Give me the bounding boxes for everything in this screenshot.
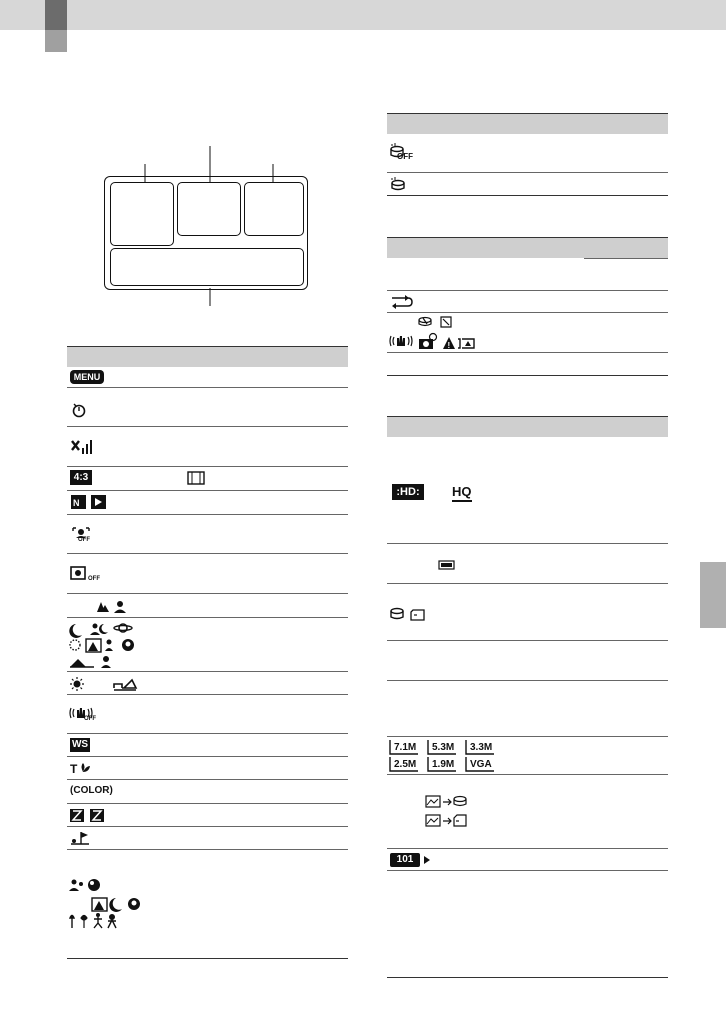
media-type-icons bbox=[389, 606, 433, 622]
intelligent-auto-icon bbox=[70, 494, 110, 510]
play-arrow-icon bbox=[423, 855, 431, 865]
size-label: 1.9M bbox=[432, 759, 455, 770]
wide-select-icon: WS bbox=[71, 739, 89, 750]
gps-signal-icon bbox=[70, 438, 94, 456]
svg-text:!: ! bbox=[447, 341, 451, 350]
scene-selection-icons bbox=[68, 621, 158, 671]
table-header bbox=[387, 113, 668, 134]
size-label: 7.1M bbox=[394, 742, 417, 753]
repeat-playback-icon bbox=[388, 294, 414, 310]
folder-number-icon: 101 bbox=[390, 853, 420, 867]
hd-quality-icon: :HD: bbox=[392, 484, 424, 500]
callout-lines bbox=[130, 140, 290, 310]
size-label: VGA bbox=[470, 759, 492, 770]
off-label: OFF bbox=[78, 537, 90, 543]
size-label: 3.3M bbox=[470, 742, 493, 753]
photo-destination-icons bbox=[425, 795, 479, 829]
svg-text:T: T bbox=[70, 762, 78, 776]
battery-icon bbox=[438, 560, 456, 570]
table-header bbox=[387, 416, 668, 437]
x-v-color-icon: (COLOR) bbox=[70, 785, 113, 796]
tele-macro-icon bbox=[70, 760, 92, 776]
off-label: OFF bbox=[88, 576, 100, 582]
table-header bbox=[67, 346, 348, 367]
scene-icons-row bbox=[96, 598, 130, 614]
golf-shot-icon bbox=[69, 830, 91, 846]
off-label: OFF bbox=[84, 716, 96, 722]
white-balance-icons bbox=[70, 676, 150, 692]
off-label: OFF bbox=[397, 152, 413, 161]
table-header bbox=[387, 237, 668, 258]
aspect-ratio-icon: 4:3 bbox=[70, 470, 92, 485]
menu-icon: MENU bbox=[70, 370, 104, 384]
recording-media-icon bbox=[389, 176, 407, 192]
header-bar bbox=[0, 0, 726, 30]
self-timer-icon bbox=[71, 402, 87, 418]
flash-mode-icons bbox=[69, 808, 109, 824]
warning-icons bbox=[388, 315, 508, 351]
size-label: 2.5M bbox=[394, 759, 417, 770]
side-tab bbox=[700, 562, 726, 628]
header-block bbox=[45, 0, 67, 30]
svg-text:N: N bbox=[73, 498, 80, 508]
intelligent-auto-scenes bbox=[68, 878, 148, 930]
header-block-lower bbox=[45, 30, 67, 52]
size-label: 5.3M bbox=[432, 742, 455, 753]
hq-quality-icon: HQ bbox=[452, 484, 472, 502]
film-icon bbox=[187, 471, 205, 485]
